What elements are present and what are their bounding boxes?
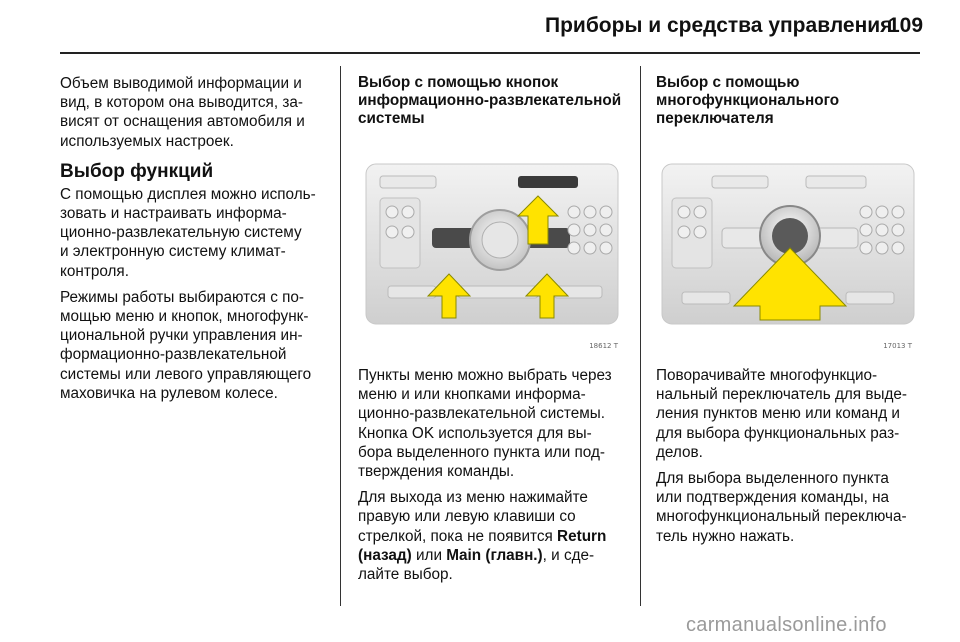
intro-paragraph: Объем выводимой информации и вид, в котором она выводится, за- висят от оснащения автомобиля и используемых настроек. (60, 75, 305, 150)
functions-paragraph-2: Режимы работы выбираются с по- мощью меню и кнопок, многофунк- циональной ручки управления ин- формационно-развлекательной системы или левого управляющего маховичка на рулевом колесе. (60, 288, 312, 402)
buttons-paragraph-2: Для выхода из меню нажимайте правую или левую клавиши со стрелкой, пока не появится Return (назад) или Main (главн.), и сде- лайте выбор. (358, 489, 607, 584)
buttons-selection-heading: Выбор с помощью кнопок информационно-развлекательной системы (358, 74, 622, 127)
header-rule (60, 52, 920, 54)
watermark-link[interactable]: carmanualsonline.info (686, 614, 887, 636)
infotainment-panel-illustration (358, 146, 626, 352)
column-2 (358, 74, 633, 591)
page-number: 109 (888, 14, 924, 37)
buttons-paragraph-1: Пункты меню можно выбрать через меню и или кнопками информа- ционно-развлекательной системы. Кнопка OK используется для вы- бора выделенного пункта или под- тверждения команды. (358, 367, 612, 481)
return-label: Return (557, 527, 607, 545)
functions-paragraph-1: С помощью дисплея можно исполь- зовать и настраивать информа- ционно-развлекательную систему и электронную систему климат- контроля. (60, 185, 316, 280)
multifunction-selection-heading: Выбор с помощью многофункционального переключателя (656, 74, 840, 127)
column-divider-2 (640, 66, 641, 606)
page-title: Приборы и средства управления (545, 14, 893, 37)
figure-caption: 17013 T (883, 342, 912, 350)
main-label: Main (главн.) (446, 546, 543, 564)
infotainment-buttons-figure (358, 146, 626, 352)
multifunction-paragraph-1: Поворачивайте многофункцио- нальный переключатель для выде- ления пунктов меню или команд и для выбора функциональных раз- делов. (656, 367, 907, 461)
column-divider-1 (340, 66, 341, 606)
section-heading: Выбор функций (60, 160, 214, 182)
multifunction-paragraph-2: Для выбора выделенного пункта или подтверждения команды, на многофункциональный переключа- тель нужно нажать. (656, 470, 907, 545)
multifunction-knob-figure (656, 146, 920, 352)
column-1 (60, 74, 335, 410)
back-label: (назад) (358, 546, 412, 564)
figure-caption: 18612 T (589, 342, 618, 350)
page-header (0, 0, 960, 60)
column-3 (656, 74, 926, 553)
multifunction-knob-illustration (656, 146, 920, 352)
